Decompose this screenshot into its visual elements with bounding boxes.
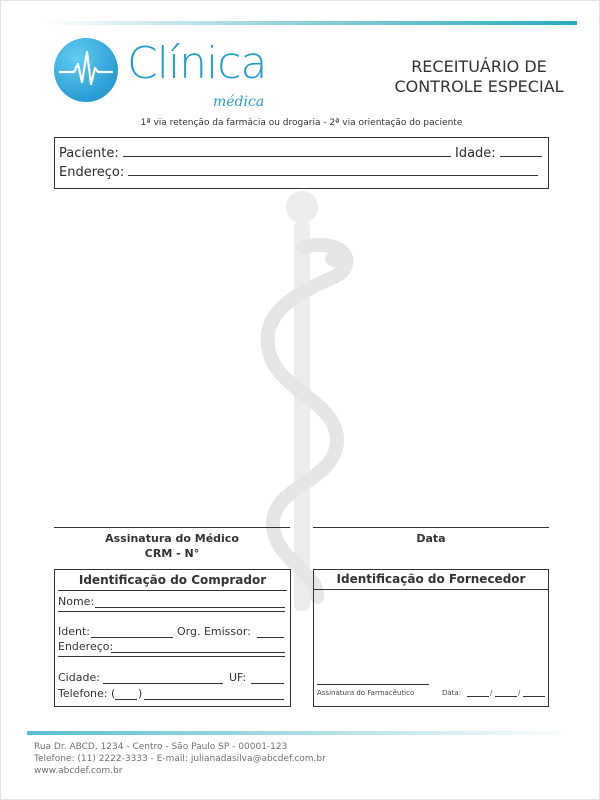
- supplier-date-sep-2: /: [518, 689, 521, 697]
- pharmacist-signature-label: Assinatura do Farmacêutico: [317, 689, 415, 697]
- supplier-date-year-field[interactable]: [523, 688, 545, 697]
- buyer-org-field[interactable]: [257, 625, 284, 638]
- brand-name: Clínica: [127, 38, 267, 89]
- patient-address-label: Endereço:: [59, 165, 125, 180]
- footer-contact: Telefone: (11) 2222-3333 - E-mail: julianadasilva@abcdef.com.br: [34, 754, 326, 764]
- buyer-box-title: Identificação do Comprador: [78, 573, 267, 587]
- buyer-box: [54, 569, 291, 707]
- patient-name-field[interactable]: [123, 144, 451, 157]
- brand-subtitle: médica: [213, 94, 265, 110]
- buyer-phone-paren: ): [138, 687, 143, 700]
- buyer-ident-label: Ident:: [58, 625, 90, 638]
- patient-name-row: [59, 144, 542, 161]
- buyer-name-field-2[interactable]: [58, 611, 285, 612]
- crm-label: CRM - N°: [144, 547, 200, 560]
- buyer-name-field[interactable]: [95, 595, 285, 608]
- doctor-signature-line[interactable]: [54, 527, 290, 528]
- patient-box: [54, 137, 549, 189]
- copies-note: 1ª via retenção da farmácia ou drogaria - 2ª via orientação do paciente: [140, 118, 463, 128]
- top-accent-bar: [41, 21, 577, 25]
- document-title: [381, 57, 577, 97]
- patient-address-field[interactable]: [128, 163, 538, 176]
- buyer-phone-area-field[interactable]: [115, 687, 137, 700]
- buyer-phone-field[interactable]: [144, 687, 284, 700]
- patient-age-label: Idade:: [454, 146, 496, 161]
- buyer-org-label: Org. Emissor:: [177, 625, 251, 638]
- supplier-date-month-field[interactable]: [495, 688, 517, 697]
- buyer-city-label: Cidade:: [58, 671, 100, 684]
- supplier-date-sep-1: /: [490, 689, 493, 697]
- buyer-uf-label: UF:: [229, 671, 247, 684]
- footer-accent-bar: [27, 731, 575, 735]
- footer-address: Rua Dr. ABCD, 1234 - Centro - São Paulo SP - 00001-123: [34, 742, 288, 752]
- buyer-phone-label: Telefone: (: [58, 687, 116, 700]
- pharmacist-signature-line[interactable]: [317, 684, 429, 685]
- buyer-city-field[interactable]: [103, 671, 223, 684]
- date-label: Data: [416, 532, 446, 545]
- date-line[interactable]: [313, 527, 549, 528]
- patient-age-field[interactable]: [500, 144, 542, 157]
- supplier-box: [313, 569, 549, 707]
- buyer-address-label: Endereço:: [58, 640, 114, 653]
- buyer-name-label: Nome:: [58, 595, 95, 608]
- supplier-title-divider: [314, 589, 548, 590]
- buyer-title-divider: [58, 590, 287, 591]
- buyer-address-field-2[interactable]: [58, 656, 285, 657]
- patient-address-row: [59, 163, 538, 180]
- buyer-ident-field[interactable]: [91, 625, 173, 638]
- document-title-line2: CONTROLE ESPECIAL: [394, 77, 564, 96]
- buyer-uf-field[interactable]: [251, 671, 284, 684]
- heartbeat-logo-icon: [54, 38, 118, 102]
- document-title-line1: RECEITUÁRIO DE: [411, 57, 547, 76]
- patient-name-label: Paciente:: [59, 146, 119, 161]
- doctor-signature-label: Assinatura do Médico: [105, 532, 239, 545]
- supplier-date-label: Data:: [442, 689, 462, 697]
- footer-website: www.abcdef.com.br: [34, 766, 123, 776]
- supplier-date-day-field[interactable]: [467, 688, 489, 697]
- supplier-box-title: Identificação do Fornecedor: [336, 572, 526, 586]
- buyer-address-field[interactable]: [111, 640, 285, 653]
